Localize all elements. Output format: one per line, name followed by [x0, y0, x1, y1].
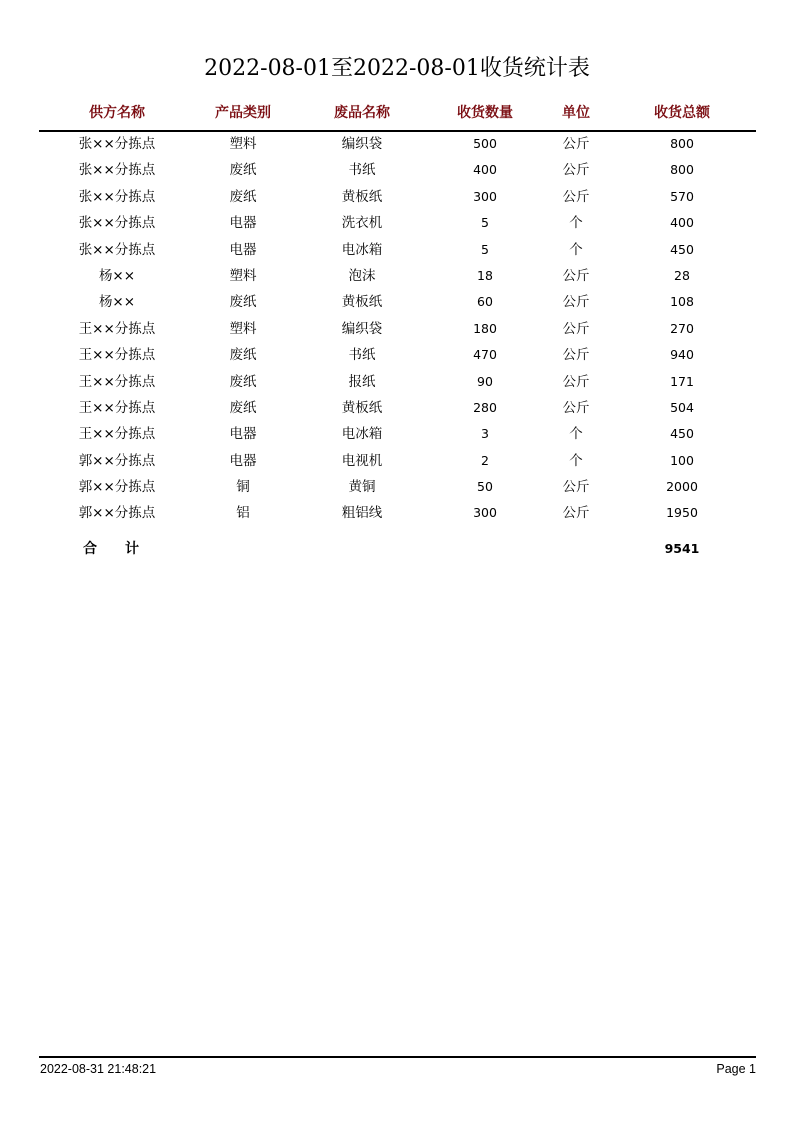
category-cell: 废纸	[229, 399, 257, 416]
amount-cell: 28	[674, 267, 690, 283]
category-cell: 电器	[229, 241, 257, 258]
supplier-cell: 张××分拣点	[78, 241, 156, 258]
waste-name-cell: 编织袋	[341, 136, 383, 152]
unit-cell: 个	[569, 426, 583, 443]
table-row	[0, 263, 794, 289]
quantity-cell: 90	[477, 373, 493, 389]
table-row	[0, 395, 794, 421]
amount-cell: 400	[670, 215, 694, 231]
amount-cell: 2000	[666, 479, 698, 495]
unit-cell: 公斤	[562, 267, 590, 284]
waste-name-cell: 报纸	[348, 373, 376, 390]
quantity-cell: 5	[481, 215, 489, 231]
unit-cell: 公斤	[562, 136, 590, 152]
total-value: 9541	[664, 541, 700, 556]
unit-cell: 公斤	[562, 188, 590, 205]
unit-cell: 公斤	[562, 505, 590, 522]
print-timestamp: 2022-08-31 21:48:21	[40, 1062, 157, 1076]
amount-cell: 450	[670, 241, 694, 257]
amount-cell: 504	[670, 399, 694, 415]
quantity-cell: 5	[481, 241, 489, 257]
category-cell: 铝	[236, 505, 250, 522]
amount-cell: 1950	[666, 505, 698, 521]
footer-divider	[39, 1056, 756, 1058]
amount-cell: 450	[670, 426, 694, 442]
table-row	[0, 210, 794, 236]
header-received-amount: 收货总额	[654, 105, 710, 121]
category-cell: 铜	[236, 479, 250, 496]
waste-name-cell: 编织袋	[341, 320, 383, 337]
table-row	[0, 184, 794, 210]
category-cell: 电器	[229, 452, 257, 469]
quantity-cell: 470	[473, 347, 497, 363]
table-row	[0, 500, 794, 526]
table-row	[0, 289, 794, 315]
table-row	[0, 369, 794, 395]
waste-name-cell: 粗铝线	[341, 505, 383, 522]
table-row	[0, 474, 794, 500]
quantity-cell: 280	[473, 399, 497, 415]
quantity-cell: 2	[481, 452, 489, 468]
header-received-quantity: 收货数量	[457, 105, 513, 121]
category-cell: 废纸	[229, 373, 257, 390]
supplier-cell: 王××分拣点	[78, 426, 156, 443]
unit-cell: 个	[569, 215, 583, 232]
category-cell: 塑料	[229, 267, 257, 284]
total-label: 合计	[83, 541, 167, 557]
category-cell: 电器	[229, 426, 257, 443]
waste-name-cell: 书纸	[348, 347, 376, 364]
waste-name-cell: 电冰箱	[341, 241, 383, 258]
unit-cell: 公斤	[562, 399, 590, 416]
category-cell: 塑料	[229, 136, 257, 152]
waste-name-cell: 洗衣机	[341, 215, 383, 232]
quantity-cell: 180	[473, 320, 497, 336]
category-cell: 废纸	[229, 347, 257, 364]
quantity-cell: 60	[477, 294, 493, 310]
supplier-cell: 杨××	[98, 294, 136, 311]
supplier-cell: 王××分拣点	[78, 373, 156, 390]
unit-cell: 个	[569, 452, 583, 469]
supplier-cell: 王××分拣点	[78, 347, 156, 364]
amount-cell: 940	[670, 347, 694, 363]
waste-name-cell: 电视机	[341, 452, 383, 469]
quantity-cell: 300	[473, 505, 497, 521]
unit-cell: 公斤	[562, 294, 590, 311]
amount-cell: 171	[670, 373, 694, 389]
waste-name-cell: 黄铜	[348, 479, 376, 496]
quantity-cell: 400	[473, 162, 497, 178]
table-row	[0, 448, 794, 474]
quantity-cell: 3	[481, 426, 489, 442]
amount-cell: 108	[670, 294, 694, 310]
table-row	[0, 237, 794, 263]
header-unit: 单位	[562, 105, 590, 121]
supplier-cell: 张××分拣点	[78, 162, 156, 179]
supplier-cell: 杨××	[98, 267, 136, 284]
table-row	[0, 421, 794, 447]
supplier-cell: 张××分拣点	[78, 215, 156, 232]
supplier-cell: 王××分拣点	[78, 320, 156, 337]
unit-cell: 公斤	[562, 347, 590, 364]
quantity-cell: 300	[473, 188, 497, 204]
unit-cell: 个	[569, 241, 583, 258]
category-cell: 废纸	[229, 162, 257, 179]
amount-cell: 100	[670, 452, 694, 468]
unit-cell: 公斤	[562, 162, 590, 179]
quantity-cell: 500	[473, 136, 497, 151]
supplier-cell: 张××分拣点	[78, 136, 156, 152]
waste-name-cell: 黄板纸	[341, 399, 383, 416]
table-body	[0, 131, 794, 527]
waste-name-cell: 电冰箱	[341, 426, 383, 443]
report-title: 2022-08-01至2022-08-01收货统计表	[204, 56, 590, 81]
supplier-cell: 王××分拣点	[78, 399, 156, 416]
header-product-category: 产品类别	[215, 105, 271, 121]
category-cell: 电器	[229, 215, 257, 232]
waste-name-cell: 书纸	[348, 162, 376, 179]
unit-cell: 公斤	[562, 373, 590, 390]
table-header	[0, 100, 794, 126]
category-cell: 废纸	[229, 294, 257, 311]
supplier-cell: 郭××分拣点	[78, 452, 156, 469]
supplier-cell: 郭××分拣点	[78, 479, 156, 496]
category-cell: 塑料	[229, 320, 257, 337]
header-waste-name: 废品名称	[334, 105, 390, 121]
quantity-cell: 18	[477, 267, 493, 283]
table-row	[0, 342, 794, 368]
table-row	[0, 157, 794, 183]
unit-cell: 公斤	[562, 479, 590, 496]
amount-cell: 800	[670, 136, 694, 151]
quantity-cell: 50	[477, 479, 493, 495]
page-number: Page 1	[716, 1062, 756, 1076]
category-cell: 废纸	[229, 188, 257, 205]
table-row	[0, 131, 794, 157]
amount-cell: 800	[670, 162, 694, 178]
waste-name-cell: 黄板纸	[341, 294, 383, 311]
supplier-cell: 张××分拣点	[78, 188, 156, 205]
unit-cell: 公斤	[562, 320, 590, 337]
total-row	[0, 536, 794, 562]
waste-name-cell: 黄板纸	[341, 188, 383, 205]
waste-name-cell: 泡沫	[348, 267, 376, 284]
amount-cell: 270	[670, 320, 694, 336]
supplier-cell: 郭××分拣点	[78, 505, 156, 522]
amount-cell: 570	[670, 188, 694, 204]
header-supplier-name: 供方名称	[89, 105, 145, 121]
table-row	[0, 316, 794, 342]
